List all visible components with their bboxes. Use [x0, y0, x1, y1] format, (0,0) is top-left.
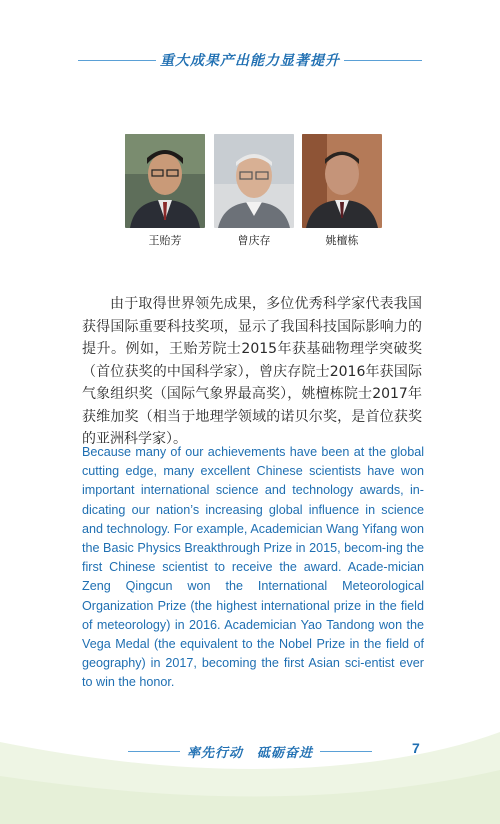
page-header	[0, 50, 500, 70]
page-footer	[0, 742, 500, 762]
footer-wave-decoration	[0, 714, 500, 824]
portrait-photo	[214, 134, 294, 228]
page-number: 7	[412, 740, 420, 756]
header-rule-left	[78, 60, 156, 61]
section-title: 重大成果产出能力显著提升	[160, 53, 340, 69]
english-paragraph: Because many of our achievements have been at the global cutting edge, many excellent Chinese scientists have won important international science and technology awards, in-dicating our nation’s increasing global influence in science and technology. For example, Academician Wang Yifang won the Basic Physics Breakthrough Prize in 2015, becom-ing the first Chinese scientist to receive the award. Acade-mician Zeng Qingcun won the International Meteorological Organization Prize (the highest international prize in the field of meteorology) in 2016. Academician Yao Tandong won the Vega Medal (the equivalent to the Nobel Prize in the field of geography) in 2017, becoming the first Asian sci-entist ever to win the honor.	[82, 445, 424, 690]
portrait-caption: 姚檀栋	[325, 234, 359, 247]
portrait-caption: 曾庆存	[237, 234, 271, 247]
portrait-caption: 王贻芳	[148, 234, 182, 247]
portrait-photo	[302, 134, 382, 228]
portrait-wang-yifang	[125, 134, 205, 248]
footer-rule-left	[128, 751, 180, 752]
portrait-yao-tandong	[302, 134, 382, 248]
portrait-zeng-qingcun	[214, 134, 294, 248]
portrait-photo	[125, 134, 205, 228]
footer-slogan: 率先行动 砥砺奋进	[186, 746, 313, 761]
header-rule-right	[344, 60, 422, 61]
chinese-paragraph: 由于取得世界领先成果，多位优秀科学家代表我国获得国际重要科技奖项，显示了我国科技国际影响力的提升。例如，王贻芳院士2015年获基础物理学突破奖（首位获奖的中国科学家），曾庆存院士2016年获国际气象组织奖（国际气象界最高奖），姚檀栋院士2017年获维加奖（相当于地理学领域的诺贝尔奖，是首位获奖的亚洲科学家）。	[82, 296, 422, 447]
footer-rule-right	[320, 751, 372, 752]
